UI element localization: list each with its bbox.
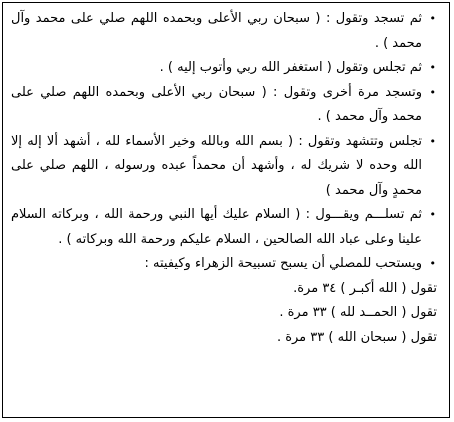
tasbih-list <box>11 277 439 351</box>
list-item <box>11 203 439 252</box>
bullet-icon: • <box>429 257 436 270</box>
tasbih-line: تقول ( سبحان الله ) ٣٣ مرة . <box>276 329 437 345</box>
document-frame <box>2 2 450 418</box>
list-item-text: ثم تجلس وتقول ( استغفر الله ربي وأتوب إليه ) . <box>159 60 422 75</box>
bullet-icon: • <box>429 85 436 99</box>
list-item <box>11 81 439 130</box>
tasbih-line: تقول ( الحمــد لله ) ٣٣ مرة . <box>279 305 437 320</box>
tasbih-line: تقول ( الله أكبـر ) ٣٤ مرة. <box>293 280 437 296</box>
list-item-text: ثم تسجد وتقول : ( سبحان ربي الأعلى وبحمده اللهم صلي على محمد وآل محمد ) . <box>11 11 422 51</box>
bullet-icon: • <box>429 134 436 148</box>
bullet-icon: • <box>429 61 436 74</box>
list-item <box>11 56 439 81</box>
list-item-text: ثم تسلـــم ويقـــول : ( السلام عليك أيها النبي ورحمة الله ، وبركاته السلام علينا وعلى عباد الله الصالحين ، السلام عليكم ورحمة الله وبركاته ) . <box>11 207 422 247</box>
bullet-icon: • <box>429 12 436 25</box>
list-item <box>11 252 439 277</box>
list-item-text: تجلس وتتشهد وتقول : ( بسم الله وبالله وخير الأسماء لله ، أشهد ألا إله إلا الله وحده لا شريك له ، وأشهد أن محمداً عبده ورسوله ، اللهم صلي على محمدٍ وآل محمد ) <box>11 133 422 198</box>
list-item-text: ويستحب للمصلي أن يسبح تسبيحة الزهراء وكيفيته : <box>144 256 422 271</box>
bullet-icon: • <box>429 208 436 221</box>
document-content <box>11 7 439 350</box>
list-item <box>11 7 439 56</box>
list-item-text: وتسجد مرة أخرى وتقول : ( سبحان ربي الأعلى وبحمده اللهم صلي على محمد وآل محمد ) . <box>11 84 422 124</box>
steps-list <box>11 7 439 277</box>
list-item <box>11 130 439 204</box>
